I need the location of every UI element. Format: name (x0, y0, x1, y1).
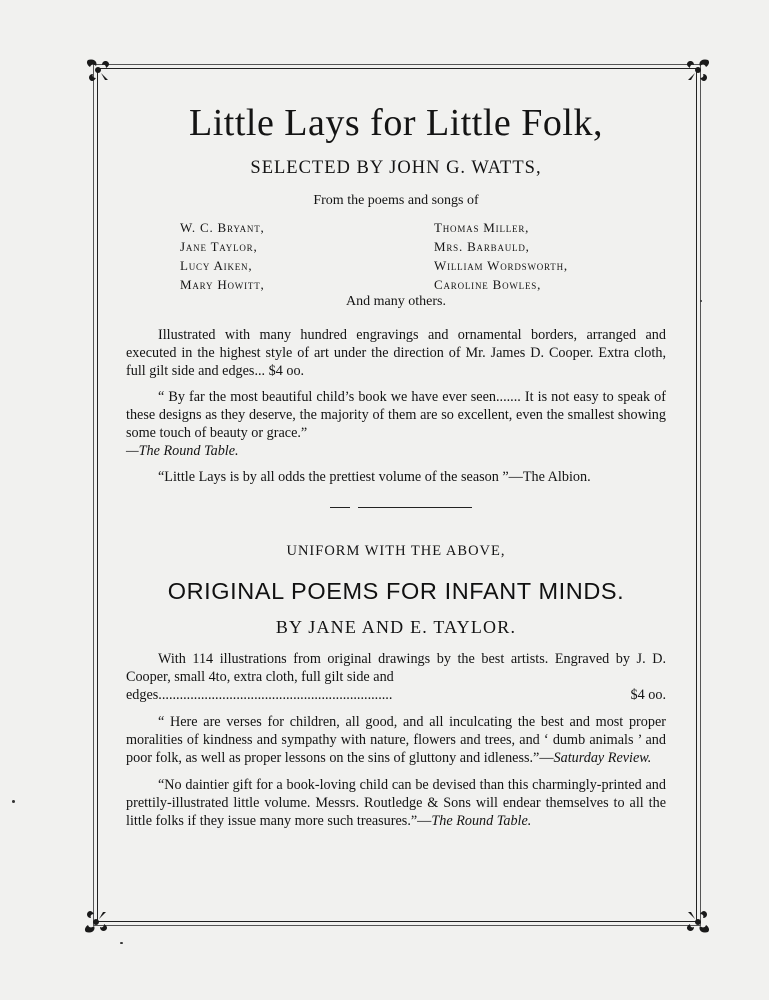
price: $4 oo. (630, 687, 666, 703)
book-title-original-poems: ORIGINAL POEMS FOR INFANT MINDS. (167, 578, 625, 604)
review-quote (126, 713, 666, 767)
fleuron-icon (82, 908, 110, 936)
ink-speck (700, 300, 702, 302)
ink-speck (120, 942, 123, 944)
edges-label: edges.................................................................. (126, 687, 393, 703)
author-name: Thomas Miller, (434, 220, 530, 235)
author-name: Mrs. Barbauld, (434, 239, 530, 254)
from-poems-line: From the poems and songs of (313, 193, 479, 208)
quote-source: —The Round Table. (126, 443, 239, 459)
quote-text: “ By far the most beautiful child’s book we have ever seen....... It is not easy to speak of these designs as they deserve, the majority of them are so excellent, even the smallest showing some touch of beauty or grace.” (126, 389, 666, 441)
author-name: Mary Howitt, (180, 277, 265, 292)
author-list (180, 219, 666, 293)
review-quote (126, 388, 666, 460)
review-quote (126, 776, 666, 830)
book1-description: Illustrated with many hundred engravings and ornamental borders, arranged and executed in the highest style of art under the direction of Mr. James D. Cooper. Extra cloth, full gilt side and edges... $4 oo. (126, 327, 666, 379)
divider-rule (330, 507, 350, 508)
author-name: Lucy Aiken, (180, 258, 253, 273)
book-title-little-lays: Little Lays for Little Folk, (189, 102, 603, 144)
author-name: William Wordsworth, (434, 258, 568, 273)
divider-rule (358, 507, 472, 508)
description-text: With 114 illustrations from original drawings by the best artists. Engraved by J. D. Cooper, small 4to, extra cloth, full gilt side and (126, 651, 666, 685)
fleuron-icon (684, 56, 712, 84)
and-many-others: And many others. (346, 294, 446, 309)
fleuron-icon (684, 908, 712, 936)
author-name: Caroline Bowles, (434, 277, 542, 292)
price-line (126, 686, 666, 704)
selected-by-line: SELECTED BY JOHN G. WATTS, (250, 158, 542, 178)
author-name: W. C. Bryant, (180, 220, 265, 235)
by-authors-line: BY JANE AND E. TAYLOR. (275, 617, 517, 637)
quote-source: The Round Table. (431, 813, 532, 829)
quote-source: Saturday Review. (553, 750, 652, 766)
review-quote: “Little Lays is by all odds the prettiest volume of the season ”—The Albion. (158, 469, 591, 485)
uniform-heading: UNIFORM WITH THE ABOVE, (286, 543, 506, 559)
page-content (126, 92, 666, 830)
ink-speck (12, 800, 15, 803)
fleuron-icon (84, 56, 112, 84)
author-name: Jane Taylor, (180, 239, 258, 254)
quote-text: “ Here are verses for children, all good, and all inculcating the best and most proper moralities of kindness and sympathy with nature, flowers and trees, and ‘ dumb animals ’ and poor folk, as well as proper lessons on the sins of gluttony and idleness.”— (126, 714, 666, 766)
section-divider (126, 503, 666, 513)
book2-description (126, 650, 666, 686)
quote-text: “No daintier gift for a book-loving child can be devised than this charmingly-printed and prettily-illustrated little volume. Messrs. Routledge & Sons will endear themselves to all the little folks if they issue many more such treasures.”— (126, 777, 666, 829)
